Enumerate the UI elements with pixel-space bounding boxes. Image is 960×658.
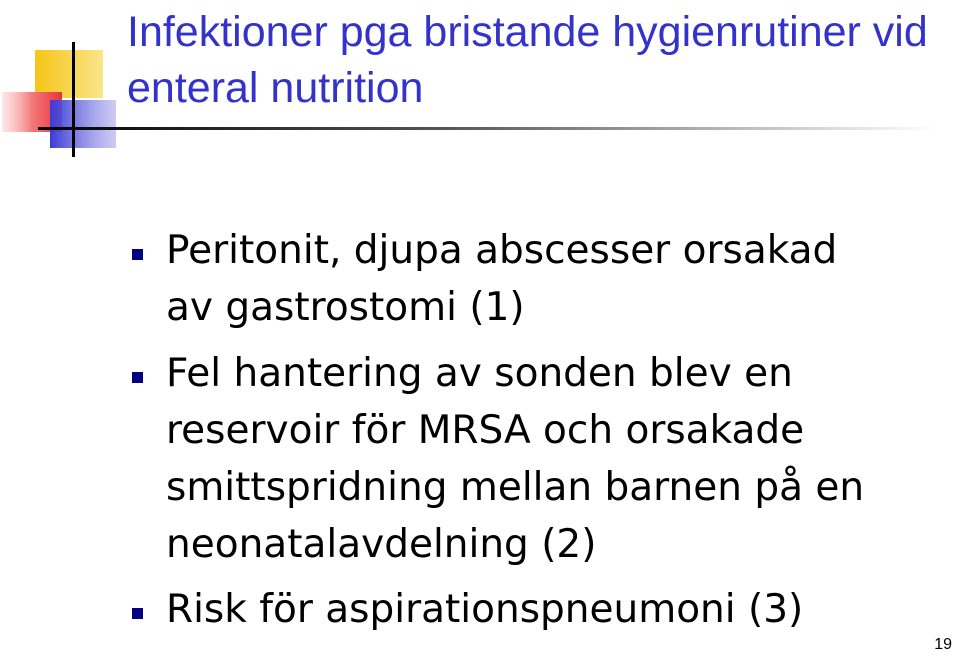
logo-vertical-line bbox=[72, 42, 75, 157]
square-bullet-icon bbox=[132, 249, 143, 260]
slide-title: Infektioner pga bristande hygienrutiner vid enteral nutrition bbox=[127, 8, 928, 112]
bullet-list bbox=[0, 222, 960, 638]
slide-number: 19 bbox=[934, 636, 952, 653]
bullet-item bbox=[0, 581, 886, 638]
bullet-text: Risk för aspirationspneumoni (3) bbox=[166, 587, 804, 632]
square-bullet-icon bbox=[132, 608, 143, 619]
bullet-item bbox=[0, 345, 886, 573]
logo-blue-square bbox=[50, 100, 116, 148]
bullet-item bbox=[0, 222, 886, 336]
colored-squares-logo-icon bbox=[0, 0, 140, 165]
logo-yellow-square bbox=[35, 50, 103, 98]
square-bullet-icon bbox=[132, 372, 143, 383]
bullet-text: Peritonit, djupa abscesser orsakad av gastrostomi (1) bbox=[166, 228, 838, 330]
bullet-text: Fel hantering av sonden blev en reservoir för MRSA och orsakade smittspridning mellan barnen på en neonatalavdelning (2) bbox=[166, 351, 865, 567]
title-divider bbox=[38, 127, 938, 131]
